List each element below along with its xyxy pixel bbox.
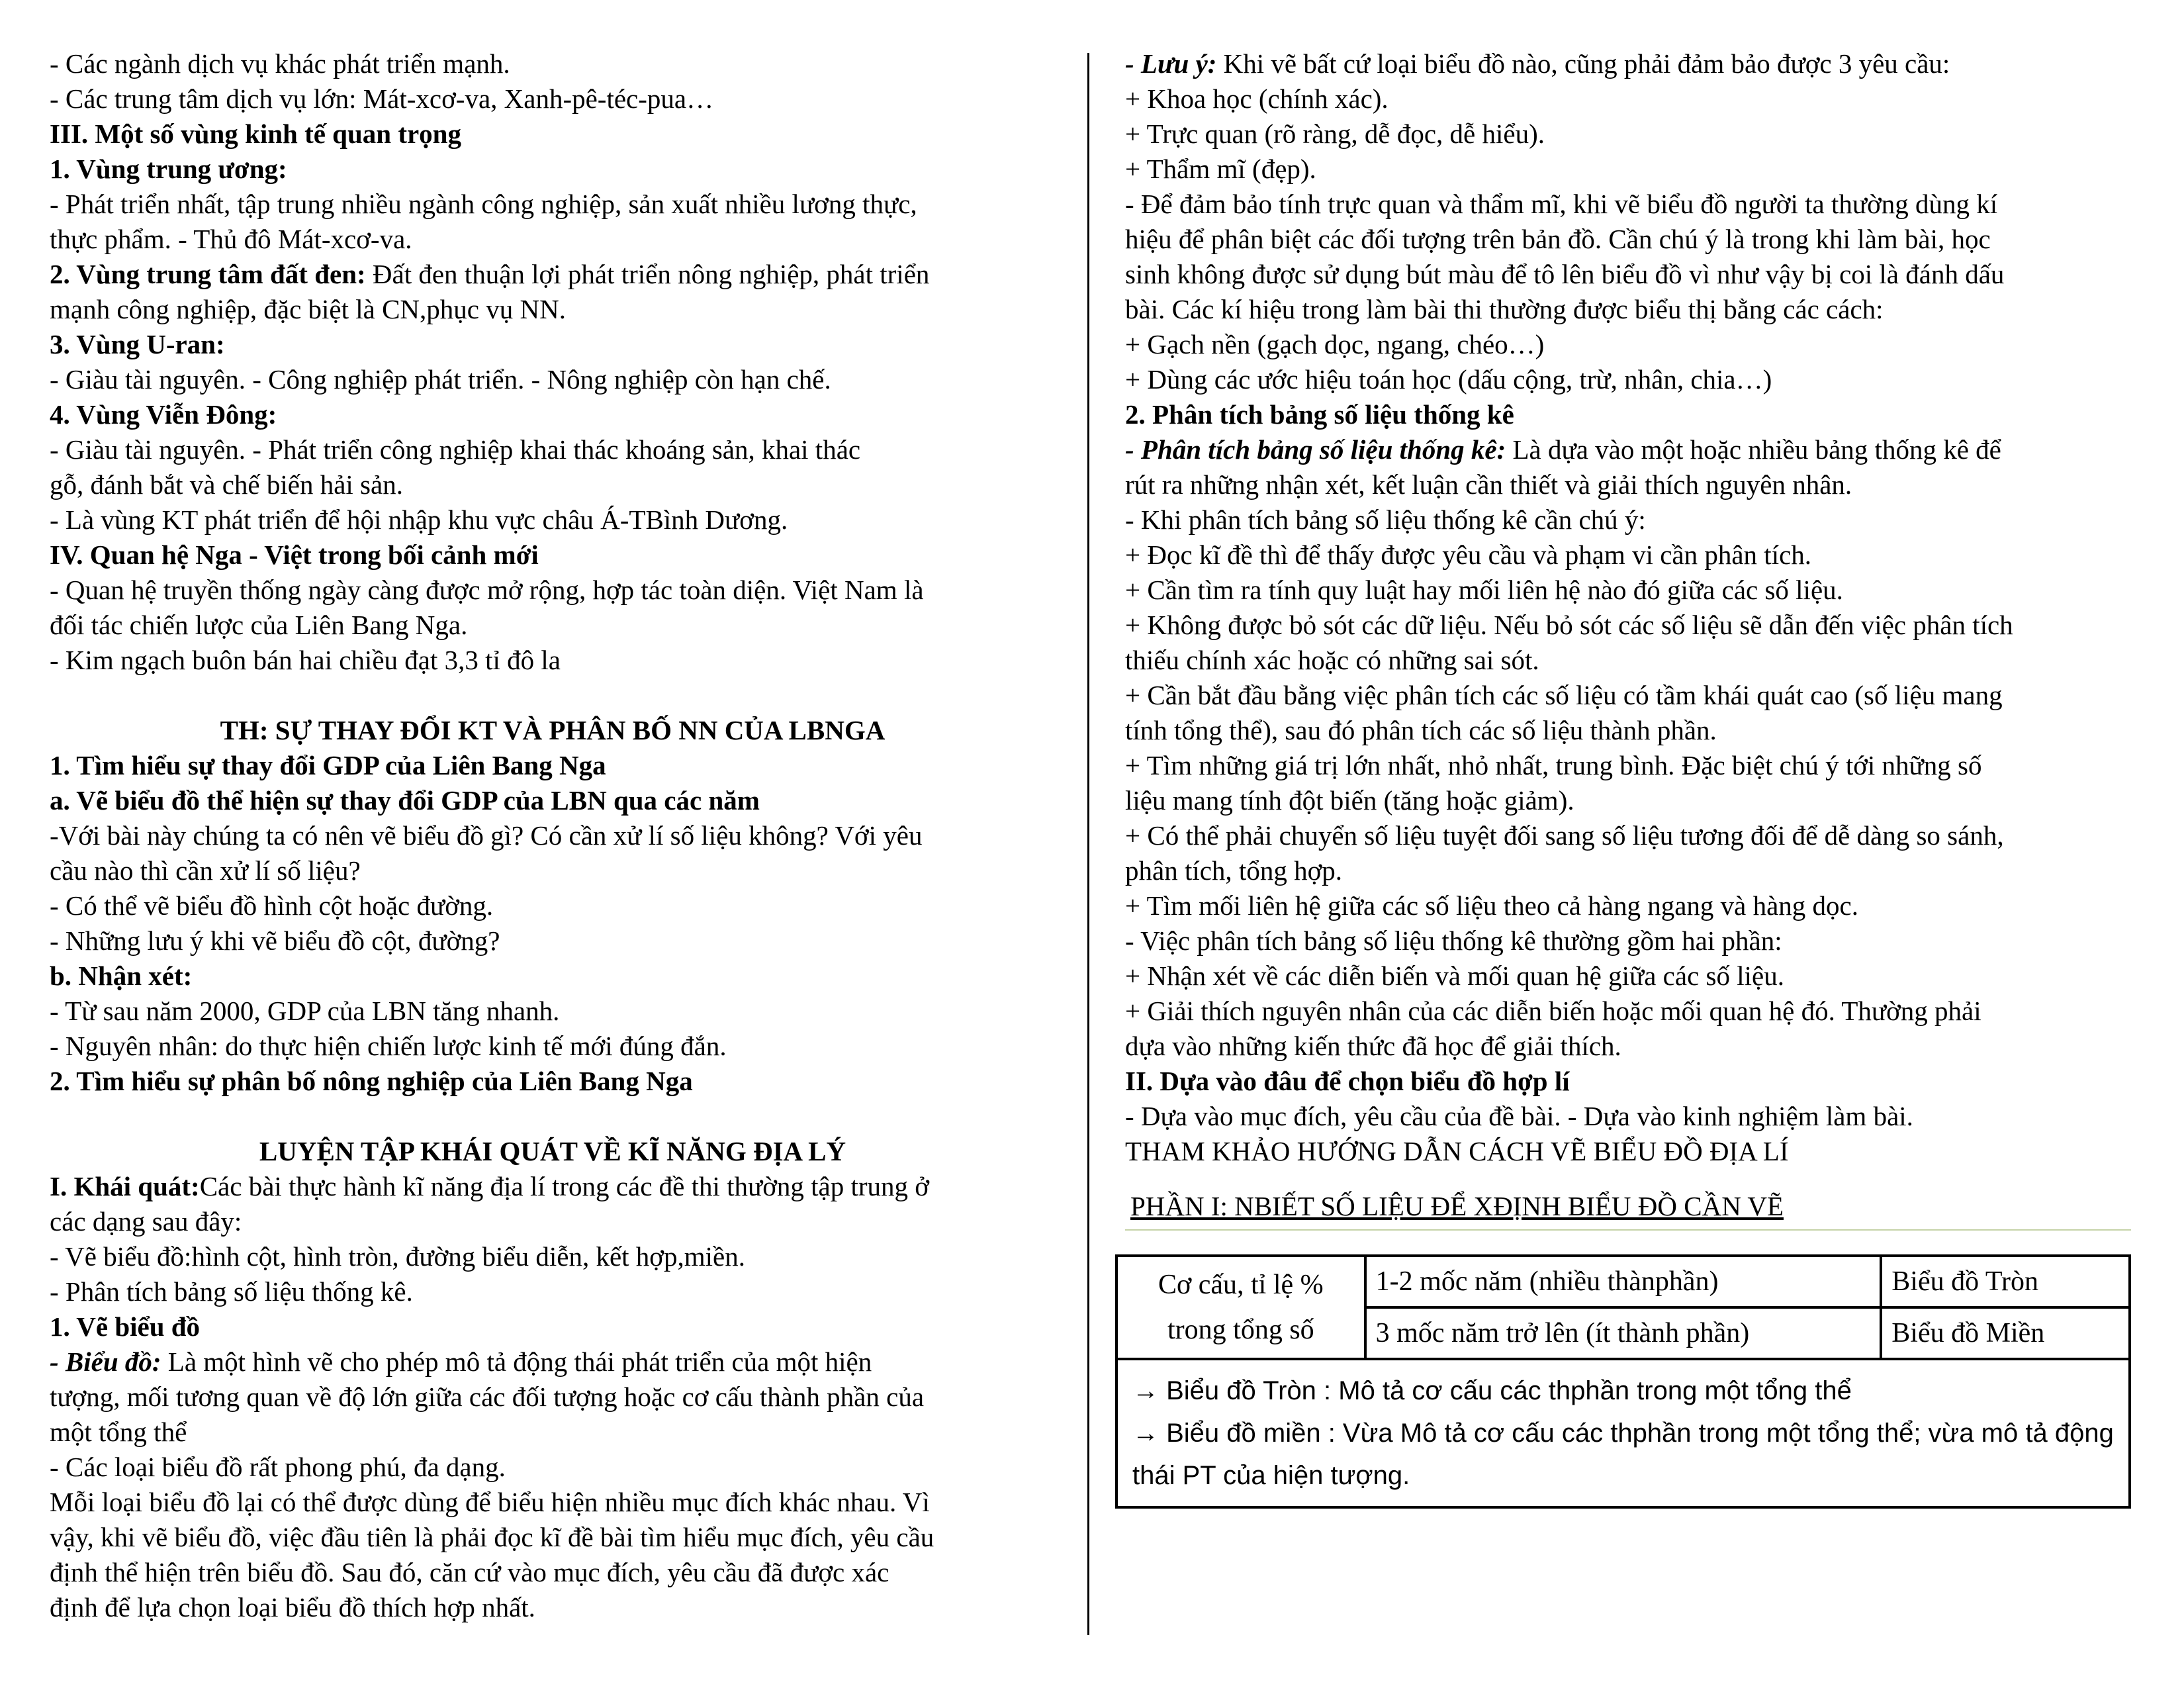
line-heading: - Phân tích bảng số liệu thống kê: xyxy=(1125,434,1506,465)
text-line: đối tác chiến lược của Liên Bang Nga. xyxy=(50,610,468,640)
text-line: rút ra những nhận xét, kết luận cần thiết và giải thích nguyên nhân. xyxy=(1125,469,1852,500)
text-line: - Giàu tài nguyên. - Công nghiệp phát triển. - Nông nghiệp còn hạn chế. xyxy=(50,364,831,395)
text-line: hiệu để phân biệt các đối tượng trên bản đồ. Cần chú ý là trong khi làm bài, học xyxy=(1125,224,1991,254)
text-line: - Để đảm bảo tính trực quan và thẩm mĩ, khi vẽ biểu đồ người ta thường dùng kí xyxy=(1125,189,1998,219)
text-line: a. Vẽ biểu đồ thể hiện sự thay đổi GDP của LBN qua các năm xyxy=(50,785,760,816)
line-text: Khi vẽ bất cứ loại biểu đồ nào, cũng phải đảm bảo được 3 yêu cầu: xyxy=(1216,48,1950,79)
line-heading: 2. Vùng trung tâm đất đen: xyxy=(50,259,366,289)
text-line: + Đọc kĩ đề thì để thấy được yêu cầu và phạm vi cần phân tích. xyxy=(1125,539,1812,570)
text-line: liệu mang tính đột biến (tăng hoặc giảm). xyxy=(1125,785,1574,816)
line-text: Đất đen thuận lợi phát triển nông nghiệp, phát triển xyxy=(365,259,930,289)
chart-type-cell: Biểu đồ Miền xyxy=(1881,1307,2130,1359)
text-line: cầu nào thì cần xử lí số liệu? xyxy=(50,855,361,886)
text-line: + Cần tìm ra tính quy luật hay mối liên hệ nào đó giữa các số liệu. xyxy=(1125,575,1843,605)
line-text: Là dựa vào một hoặc nhiều bảng thống kê để xyxy=(1506,434,2001,465)
text-line: - Khi phân tích bảng số liệu thống kê cần chú ý: xyxy=(1125,504,1646,535)
table-row xyxy=(1116,1359,2130,1507)
text-line: 1. Tìm hiểu sự thay đổi GDP của Liên Bang Nga xyxy=(50,750,606,780)
text-line: - Có thể vẽ biểu đồ hình cột hoặc đường. xyxy=(50,890,494,921)
table-row xyxy=(1116,1256,2130,1307)
condition-cell: 1-2 mốc năm (nhiều thànphần) xyxy=(1365,1256,1882,1307)
chart-type-cell: Biểu đồ Tròn xyxy=(1881,1256,2130,1307)
text-line: + Cần bắt đầu bằng việc phân tích các số liệu có tầm khái quát cao (số liệu mang xyxy=(1125,680,2003,710)
text-line: + Không được bỏ sót các dữ liệu. Nếu bỏ sót các số liệu sẽ dẫn đến việc phân tích xyxy=(1125,610,2013,640)
text-line xyxy=(50,1169,1056,1204)
table-note-cell xyxy=(1116,1359,2130,1507)
text-line: thực phẩm. - Thủ đô Mát-xcơ-va. xyxy=(50,224,412,254)
text-line: vậy, khi vẽ biểu đồ, việc đầu tiên là phải đọc kĩ đề bài tìm hiểu mục đích, yêu cầu xyxy=(50,1522,934,1552)
text-line: + Khoa học (chính xác). xyxy=(1125,83,1388,114)
text-line: PHẦN I: NBIẾT SỐ LIỆU ĐỂ XĐỊNH BIỂU ĐỒ CẦN VẼ xyxy=(1130,1191,1784,1221)
text-line: b. Nhận xét: xyxy=(50,961,193,991)
section-rule xyxy=(1125,1229,2131,1231)
text-line: - Các ngành dịch vụ khác phát triển mạnh. xyxy=(50,48,510,79)
text-line: mạnh công nghiệp, đặc biệt là CN,phục vụ NN. xyxy=(50,294,566,324)
text-line: bài. Các kí hiệu trong làm bài thi thường được biểu thị bằng các cách: xyxy=(1125,294,1884,324)
text-line: III. Một số vùng kinh tế quan trọng xyxy=(50,118,461,149)
line-text: Các bài thực hành kĩ năng địa lí trong các đề thi thường tập trung ở xyxy=(199,1171,929,1201)
text-line: 4. Vùng Viễn Đông: xyxy=(50,399,277,430)
text-line: + Nhận xét về các diễn biến và mối quan hệ giữa các số liệu. xyxy=(1125,961,1784,991)
text-line: TH: SỰ THAY ĐỔI KT VÀ PHÂN BỐ NN CỦA LBNGA xyxy=(220,715,886,745)
text-line: II. Dựa vào đâu để chọn biểu đồ hợp lí xyxy=(1125,1066,1570,1096)
text-line: - Là vùng KT phát triển để hội nhập khu vực châu Á-TBình Dương. xyxy=(50,504,788,535)
text-line: gỗ, đánh bắt và chế biến hải sản. xyxy=(50,469,403,500)
text-line: định thể hiện trên biểu đồ. Sau đó, căn cứ vào mục đích, yêu cầu đã được xác xyxy=(50,1557,889,1587)
text-line: tính tổng thể), sau đó phân tích các số liệu thành phần. xyxy=(1125,715,1717,745)
text-line xyxy=(1125,432,2131,467)
text-line: một tổng thể xyxy=(50,1417,187,1447)
text-line: IV. Quan hệ Nga - Việt trong bối cảnh mới xyxy=(50,539,539,570)
text-line: + Gạch nền (gạch dọc, ngang, chéo…) xyxy=(1125,329,1545,359)
text-line: - Vẽ biểu đồ:hình cột, hình tròn, đường biểu diễn, kết hợp,miền. xyxy=(50,1241,745,1272)
text-line: + Trực quan (rõ ràng, dễ đọc, dễ hiểu). xyxy=(1125,118,1545,149)
text-line: - Các trung tâm dịch vụ lớn: Mát-xcơ-va, Xanh-pê-téc-pua… xyxy=(50,83,714,114)
text-line: Mỗi loại biểu đồ lại có thể được dùng để biểu hiện nhiều mục đích khác nhau. Vì xyxy=(50,1487,930,1517)
line-text: Là một hình vẽ cho phép mô tả động thái phát triển của một hiện xyxy=(161,1346,872,1377)
right-column xyxy=(1125,46,2131,1245)
text-line: + Tìm mối liên hệ giữa các số liệu theo cả hàng ngang và hàng dọc. xyxy=(1125,890,1858,921)
note-area: → Biểu đồ miền : Vừa Mô tả cơ cấu các thphần trong một tổng thể; vừa mô tả động thái PT của hiện tượng. xyxy=(1132,1419,2114,1490)
text-line: thiếu chính xác hoặc có những sai sót. xyxy=(1125,645,1539,675)
row-label-cell: Cơ cấu, tỉ lệ % trong tổng số xyxy=(1116,1256,1365,1359)
chart-selection-table xyxy=(1115,1254,2131,1509)
text-line: - Giàu tài nguyên. - Phát triển công nghiệp khai thác khoáng sản, khai thác xyxy=(50,434,861,465)
column-divider xyxy=(1087,53,1089,1635)
spacer xyxy=(50,1099,1056,1134)
text-line: phân tích, tổng hợp. xyxy=(1125,855,1342,886)
text-line: + Thẩm mĩ (đẹp). xyxy=(1125,154,1316,184)
text-line: LUYỆN TẬP KHÁI QUÁT VỀ KĨ NĂNG ĐỊA LÝ xyxy=(259,1136,846,1166)
text-line: + Có thể phải chuyển số liệu tuyệt đối sang số liệu tương đối để dễ dàng so sánh, xyxy=(1125,820,2004,851)
text-line: 2. Tìm hiểu sự phân bố nông nghiệp của Liên Bang Nga xyxy=(50,1066,693,1096)
text-line: 1. Vùng trung ương: xyxy=(50,154,287,184)
text-line: - Phát triển nhất, tập trung nhiều ngành công nghiệp, sản xuất nhiều lương thực, xyxy=(50,189,917,219)
text-line: sinh không được sử dụng bút màu để tô lên biểu đồ vì như vậy bị coi là đánh dấu xyxy=(1125,259,2005,289)
text-line: - Kim ngạch buôn bán hai chiều đạt 3,3 tỉ đô la xyxy=(50,645,561,675)
line-heading: - Lưu ý: xyxy=(1125,48,1217,79)
text-line: + Giải thích nguyên nhân của các diễn biến hoặc mối quan hệ đó. Thường phải xyxy=(1125,996,1981,1026)
text-line xyxy=(1125,46,2131,81)
note-pie: → Biểu đồ Tròn : Mô tả cơ cấu các thphần trong một tổng thể xyxy=(1132,1376,1852,1405)
text-line: -Với bài này chúng ta có nên vẽ biểu đồ gì? Có cần xử lí số liệu không? Với yêu xyxy=(50,820,923,851)
text-line: - Quan hệ truyền thống ngày càng được mở rộng, hợp tác toàn diện. Việt Nam là xyxy=(50,575,924,605)
text-line: các dạng sau đây: xyxy=(50,1206,242,1237)
text-line: - Những lưu ý khi vẽ biểu đồ cột, đường? xyxy=(50,925,500,956)
spacer xyxy=(1125,1169,2131,1189)
text-line: - Nguyên nhân: do thực hiện chiến lược kinh tế mới đúng đắn. xyxy=(50,1031,727,1061)
text-line xyxy=(50,1344,1056,1380)
text-line: dựa vào những kiến thức đã học để giải thích. xyxy=(1125,1031,1621,1061)
text-line: - Các loại biểu đồ rất phong phú, đa dạng. xyxy=(50,1452,506,1482)
text-line: - Dựa vào mục đích, yêu cầu của đề bài. - Dựa vào kinh nghiệm làm bài. xyxy=(1125,1101,1913,1131)
text-line: 1. Vẽ biểu đồ xyxy=(50,1311,201,1342)
text-line: định để lựa chọn loại biểu đồ thích hợp nhất. xyxy=(50,1592,535,1622)
text-line: + Dùng các ước hiệu toán học (dấu cộng, trừ, nhân, chia…) xyxy=(1125,364,1772,395)
text-line xyxy=(50,257,1056,292)
text-line: 3. Vùng U-ran: xyxy=(50,329,225,359)
left-column xyxy=(50,46,1056,1625)
condition-cell: 3 mốc năm trở lên (ít thành phần) xyxy=(1365,1307,1882,1359)
text-line: - Từ sau năm 2000, GDP của LBN tăng nhanh. xyxy=(50,996,560,1026)
line-heading: I. Khái quát: xyxy=(50,1171,200,1201)
text-line: tượng, mối tương quan về độ lớn giữa các đối tượng hoặc cơ cấu thành phần của xyxy=(50,1382,925,1412)
line-heading: - Biểu đồ: xyxy=(50,1346,161,1377)
text-line: - Việc phân tích bảng số liệu thống kê thường gồm hai phần: xyxy=(1125,925,1782,956)
text-line: - Phân tích bảng số liệu thống kê. xyxy=(50,1276,413,1307)
text-line: + Tìm những giá trị lớn nhất, nhỏ nhất, trung bình. Đặc biệt chú ý tới những số xyxy=(1125,750,1982,780)
text-line: THAM KHẢO HƯỚNG DẪN CÁCH VẼ BIỂU ĐỒ ĐỊA LÍ xyxy=(1125,1136,1789,1166)
text-line: 2. Phân tích bảng số liệu thống kê xyxy=(1125,399,1514,430)
spacer xyxy=(50,678,1056,713)
